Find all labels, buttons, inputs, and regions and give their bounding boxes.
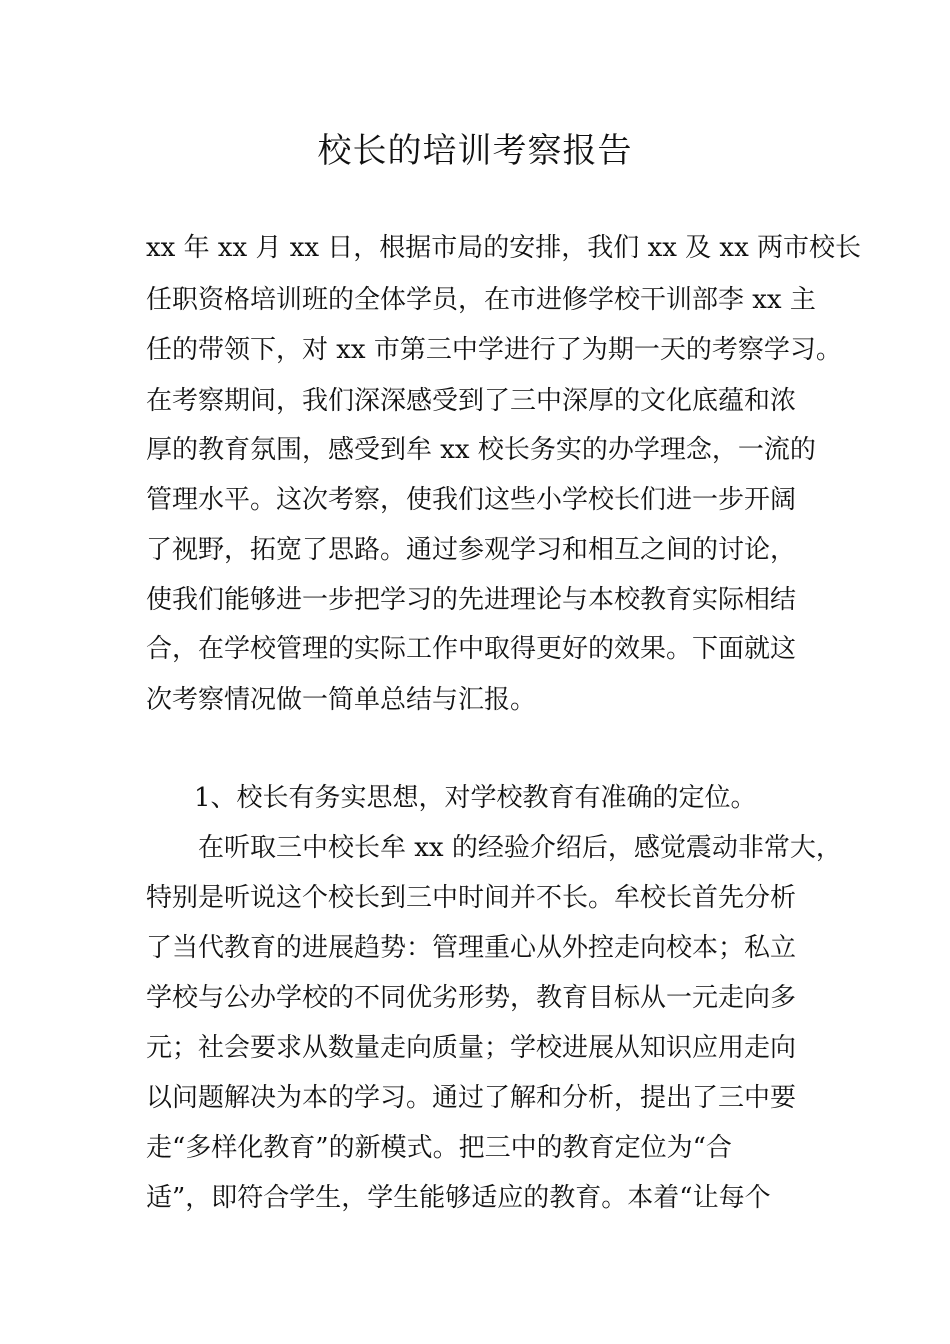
intro-line: 厚的教育氛围，感受到牟 xx 校长务实的办学理念，一流的: [146, 435, 816, 465]
intro-line: 任的带领下，对 xx 市第三中学进行了为期一天的考察学习。: [146, 335, 842, 365]
intro-line: 次考察情况做一简单总结与汇报。: [146, 685, 537, 715]
section-line: 在听取三中校长牟 xx 的经验介绍后，感觉震动非常大，: [198, 833, 842, 863]
section-line: 元；社会要求从数量走向质量；学校进展从知识应用走向: [146, 1033, 797, 1063]
intro-line: 使我们能够进一步把学习的先进理论与本校教育实际相结: [146, 585, 797, 615]
intro-line: 管理水平。这次考察，使我们这些小学校长们进一步开阔: [146, 485, 797, 515]
intro-line: 在考察期间，我们深深感受到了三中深厚的文化底蕴和浓: [146, 386, 797, 416]
intro-line: 任职资格培训班的全体学员，在市进修学校干训部李 xx 主: [146, 285, 816, 315]
section-line: 以问题解决为本的学习。通过了解和分析，提出了三中要: [146, 1083, 797, 1113]
intro-line: xx 年 xx 月 xx 日，根据市局的安排，我们 xx 及 xx 两市校长: [146, 233, 862, 263]
intro-line: 合，在学校管理的实际工作中取得更好的效果。下面就这: [146, 634, 797, 664]
section-heading: 1、校长有务实思想，对学校教育有准确的定位。: [194, 783, 757, 813]
section-line: 学校与公办学校的不同优劣形势，教育目标从一元走向多: [146, 983, 797, 1013]
document-title: 校长的培训考察报告: [317, 131, 633, 171]
section-line: 适”，即符合学生，学生能够适应的教育。本着“让每个: [146, 1183, 771, 1213]
intro-line: 了视野，拓宽了思路。通过参观学习和相互之间的讨论，: [146, 535, 797, 565]
section-line: 走“多样化教育”的新模式。把三中的教育定位为“合: [146, 1133, 732, 1163]
section-line: 特别是听说这个校长到三中时间并不长。牟校长首先分析: [146, 883, 797, 913]
section-line: 了当代教育的进展趋势：管理重心从外控走向校本；私立: [146, 933, 797, 963]
